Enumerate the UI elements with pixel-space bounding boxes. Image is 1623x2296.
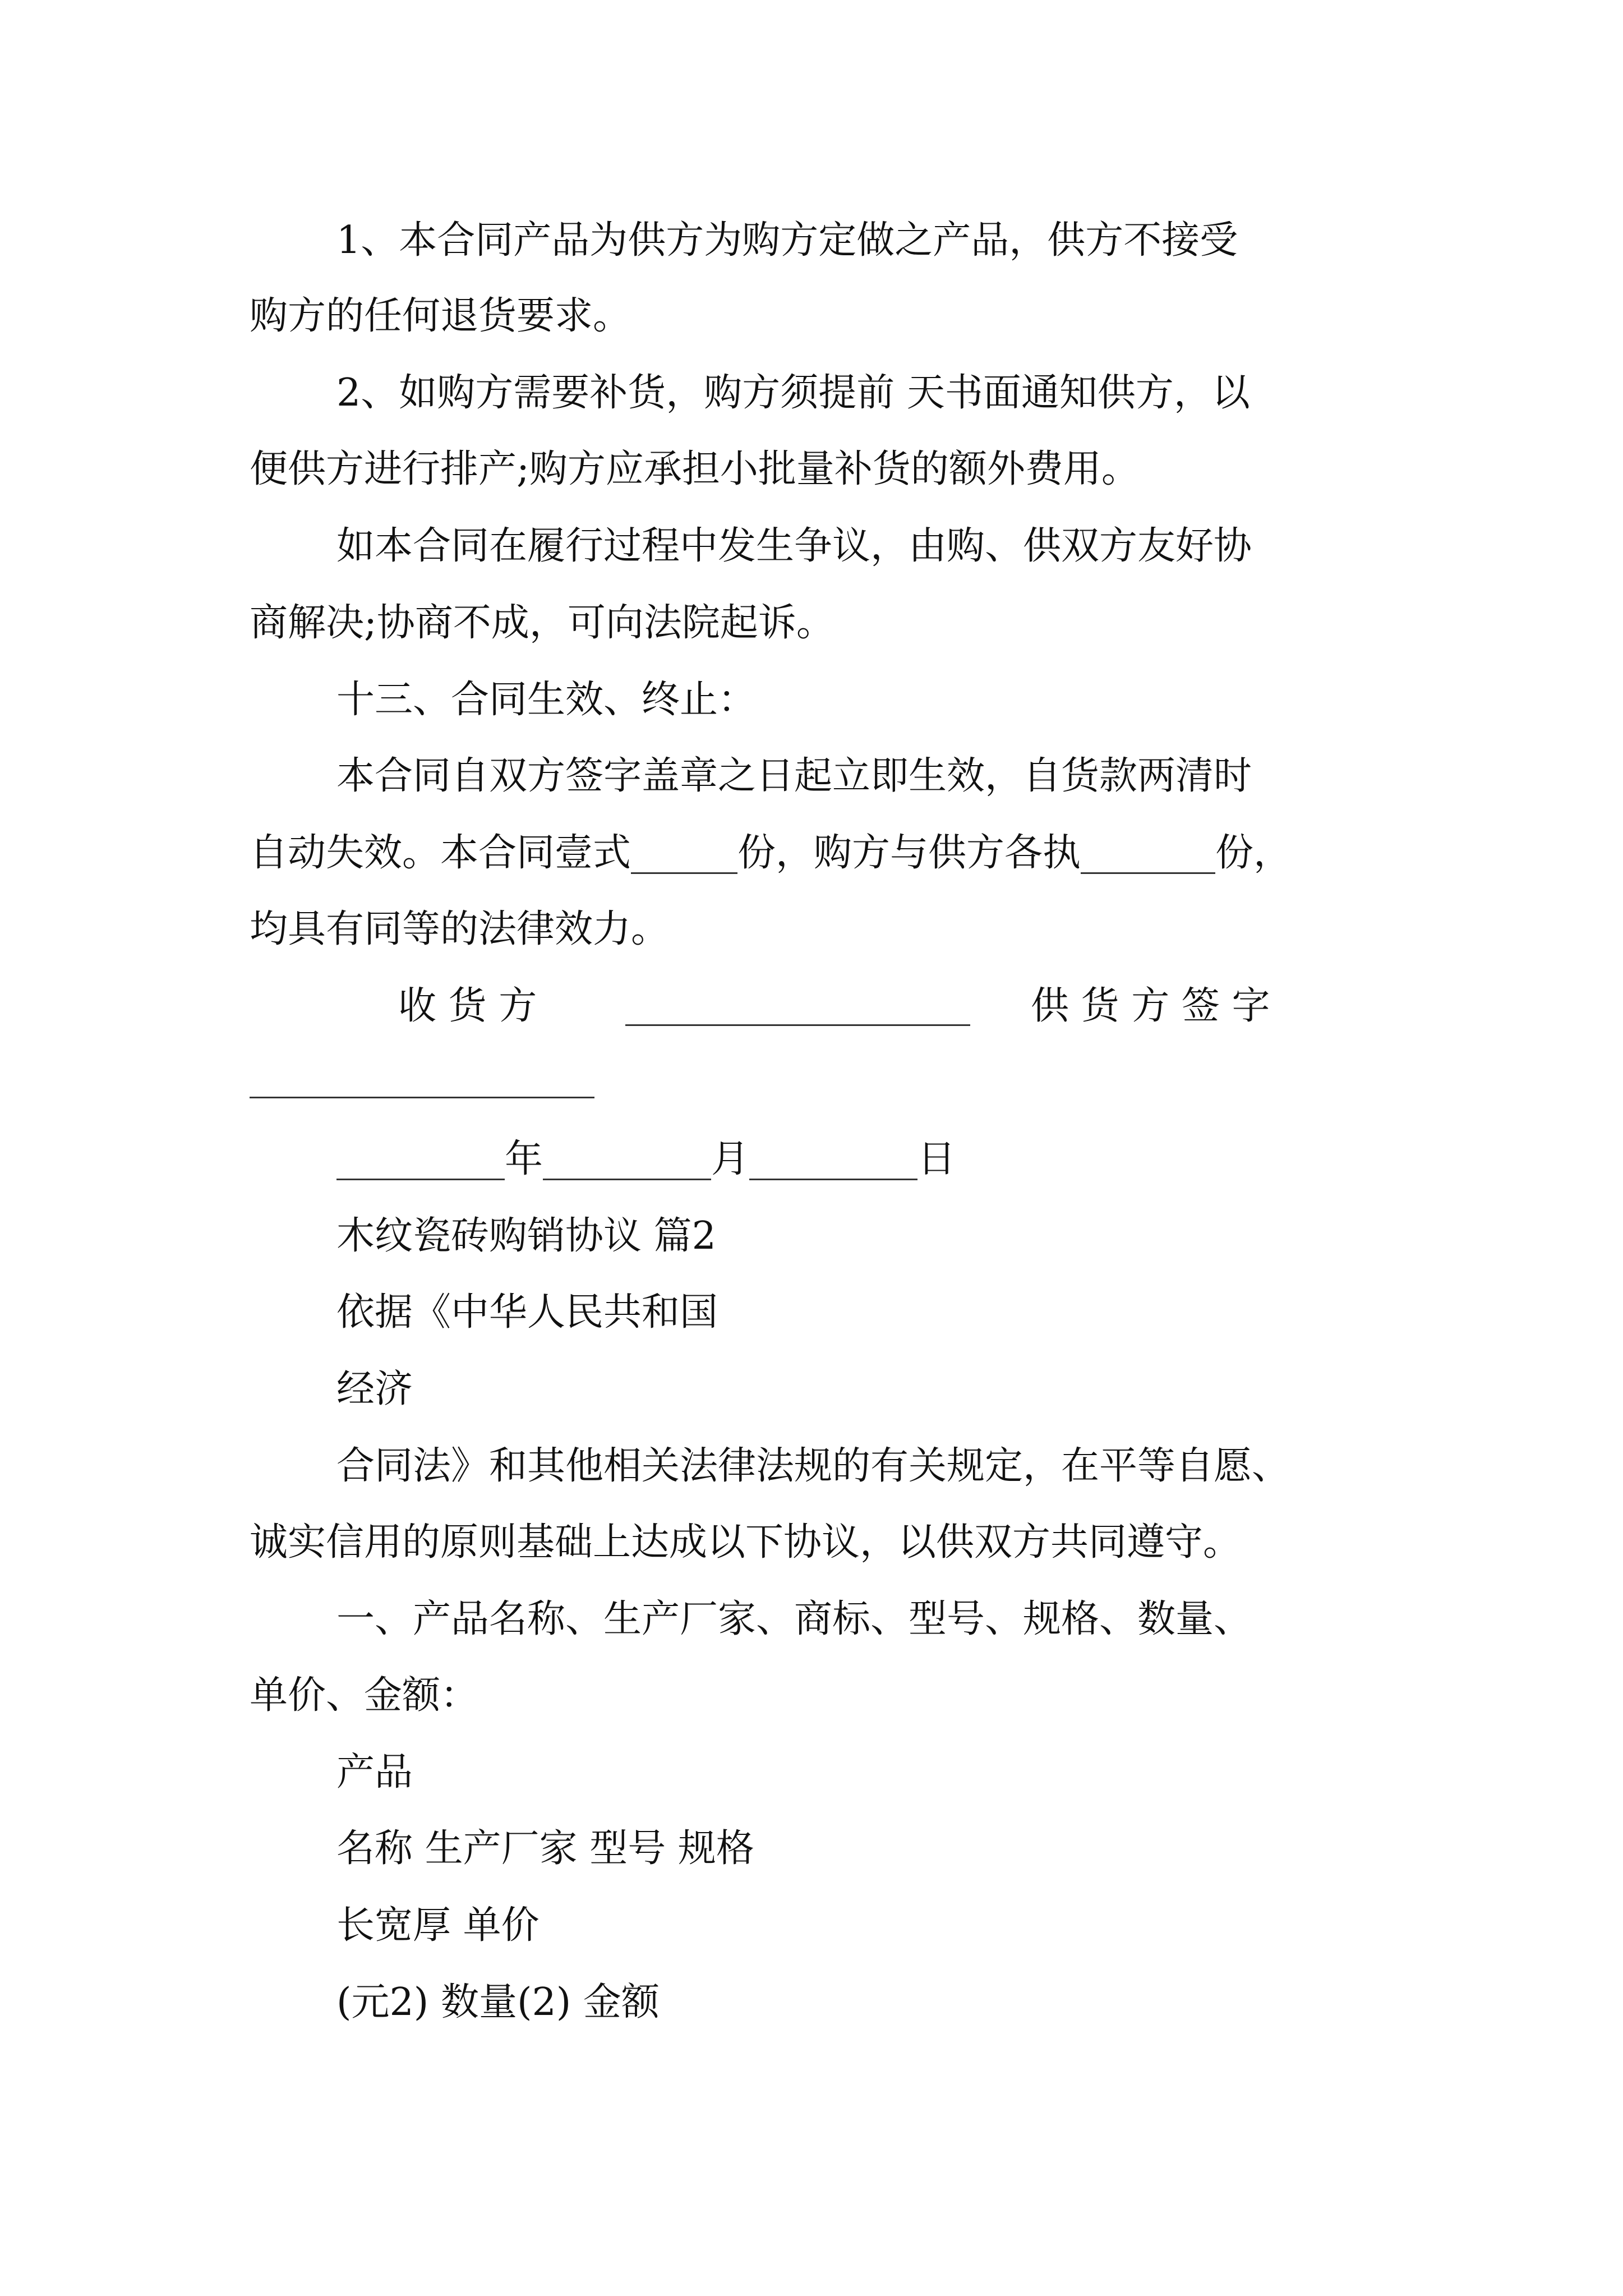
clause-1-line-2: 购方的任何退货要求。 [250, 294, 631, 338]
basis-line-2: 经济 [336, 1367, 413, 1411]
copies-line [250, 831, 1292, 875]
effect-line-1: 本合同自双方签字盖章之日起立即生效，自货款两清时 [336, 754, 1252, 798]
agreement-2-title: 木纹瓷砖购销协议 篇2 [336, 1214, 716, 1258]
year-label: 年 [505, 1137, 543, 1181]
basis-line-4: 诚实信用的原则基础上达成以下协议，以供双方共同遵守。 [250, 1520, 1242, 1565]
dispute-line-1: 如本合同在履行过程中发生争议，由购、供双方友好协 [336, 524, 1252, 568]
basis-line-1: 依据《中华人民共和国 [336, 1290, 718, 1335]
clause-2-line-1: 2、如购方需要补货，购方须提前 天书面通知供方，以 [336, 371, 1250, 415]
month-label: 月 [711, 1137, 750, 1181]
supplier-signature-blank[interactable] [250, 1097, 594, 1098]
copies-each-blank[interactable] [1081, 834, 1215, 874]
basis-line-3: 合同法》和其他相关法律法规的有关规定，在平等自愿、 [336, 1444, 1290, 1488]
day-blank[interactable] [749, 1140, 917, 1180]
supplier-label: 供 货 方 签 字 [1031, 984, 1270, 1028]
clause-2-line-2: 便供方进行排产;购方应承担小批量补货的额外费用。 [250, 447, 1140, 491]
effect-line-3: 均具有同等的法律效力。 [250, 907, 670, 951]
date-line [336, 1137, 956, 1181]
copies-text-3: 份， [1215, 831, 1292, 875]
section-1-heading-line-1: 一、产品名称、生产厂家、商标、型号、规格、数量、 [336, 1597, 1252, 1641]
month-blank[interactable] [543, 1140, 711, 1180]
section-1-heading-line-2: 单价、金额： [250, 1673, 479, 1718]
year-blank[interactable] [336, 1140, 505, 1180]
day-label: 日 [917, 1137, 956, 1181]
table-header-dimensions-price: 长宽厚 单价 [336, 1903, 540, 1948]
copies-text-2: 份，购方与供方各执 [737, 831, 1081, 875]
receiver-signature-blank[interactable] [625, 1024, 970, 1026]
receiver-label: 收 货 方 [398, 984, 537, 1028]
clause-1-line-1: 1、本合同产品为供方为购方定做之产品，供方不接受 [336, 218, 1238, 263]
table-header-unit-qty-amount: (元2) 数量(2) 金额 [336, 1980, 660, 2024]
copies-total-blank[interactable] [631, 834, 737, 874]
copies-text-1: 自动失效。本合同壹式 [250, 831, 631, 875]
section-13-heading: 十三、合同生效、终止： [336, 678, 757, 722]
table-header-name-maker-model-spec: 名称 生产厂家 型号 规格 [336, 1826, 754, 1871]
table-header-product: 产品 [336, 1750, 413, 1795]
dispute-line-2: 商解决;协商不成，可向法院起诉。 [250, 601, 834, 645]
